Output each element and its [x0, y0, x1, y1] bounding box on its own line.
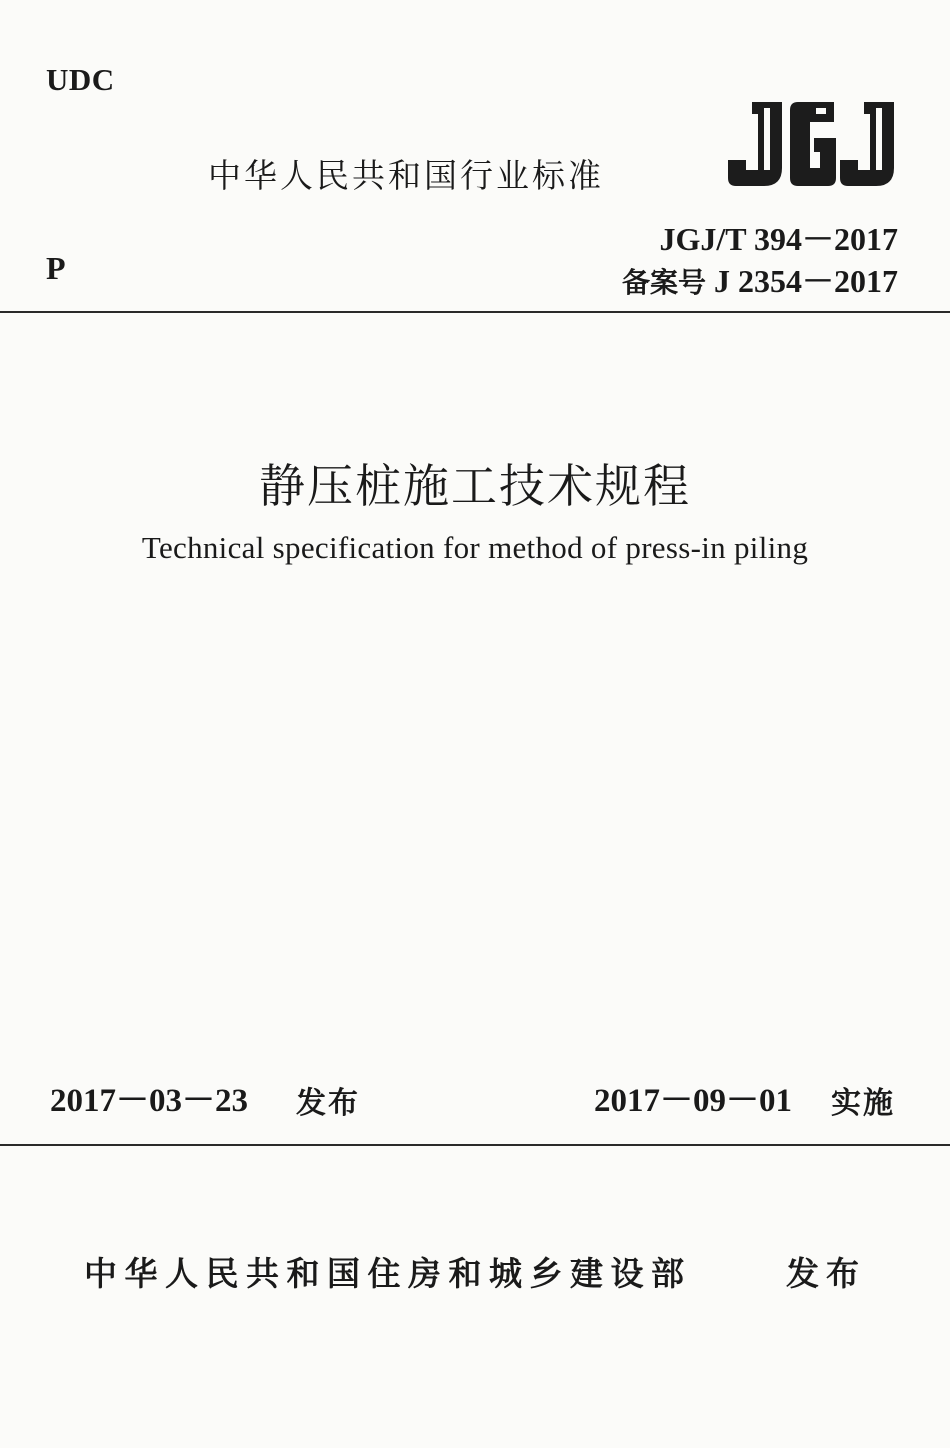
udc-label: UDC — [46, 62, 115, 97]
filing-number-prefix: 备案号 — [621, 266, 706, 299]
standard-number: JGJ/T 394－2017 — [659, 221, 898, 257]
issue-label: 发布 — [296, 1086, 360, 1121]
bottom-divider — [0, 1144, 950, 1146]
effective-label: 实施 — [831, 1086, 895, 1121]
top-divider — [0, 311, 950, 313]
effective-date: 2017－09－01 — [594, 1083, 792, 1119]
jgj-logo-icon — [724, 98, 900, 190]
filing-number — [622, 256, 898, 302]
publisher-label: 发布 — [786, 1254, 866, 1293]
publisher-name: 中华人民共和国住房和城乡建设部 — [84, 1254, 692, 1293]
title-english: Technical specification for method of press-in piling — [141, 530, 809, 565]
title-chinese: 静压桩施工技术规程 — [259, 461, 691, 512]
issue-date: 2017－03－23 — [50, 1083, 248, 1119]
category-code: P — [46, 250, 66, 286]
industry-standard-heading: 中华人民共和国行业标准 — [208, 156, 604, 195]
filing-number-value: J 2354－2017 — [705, 263, 898, 299]
